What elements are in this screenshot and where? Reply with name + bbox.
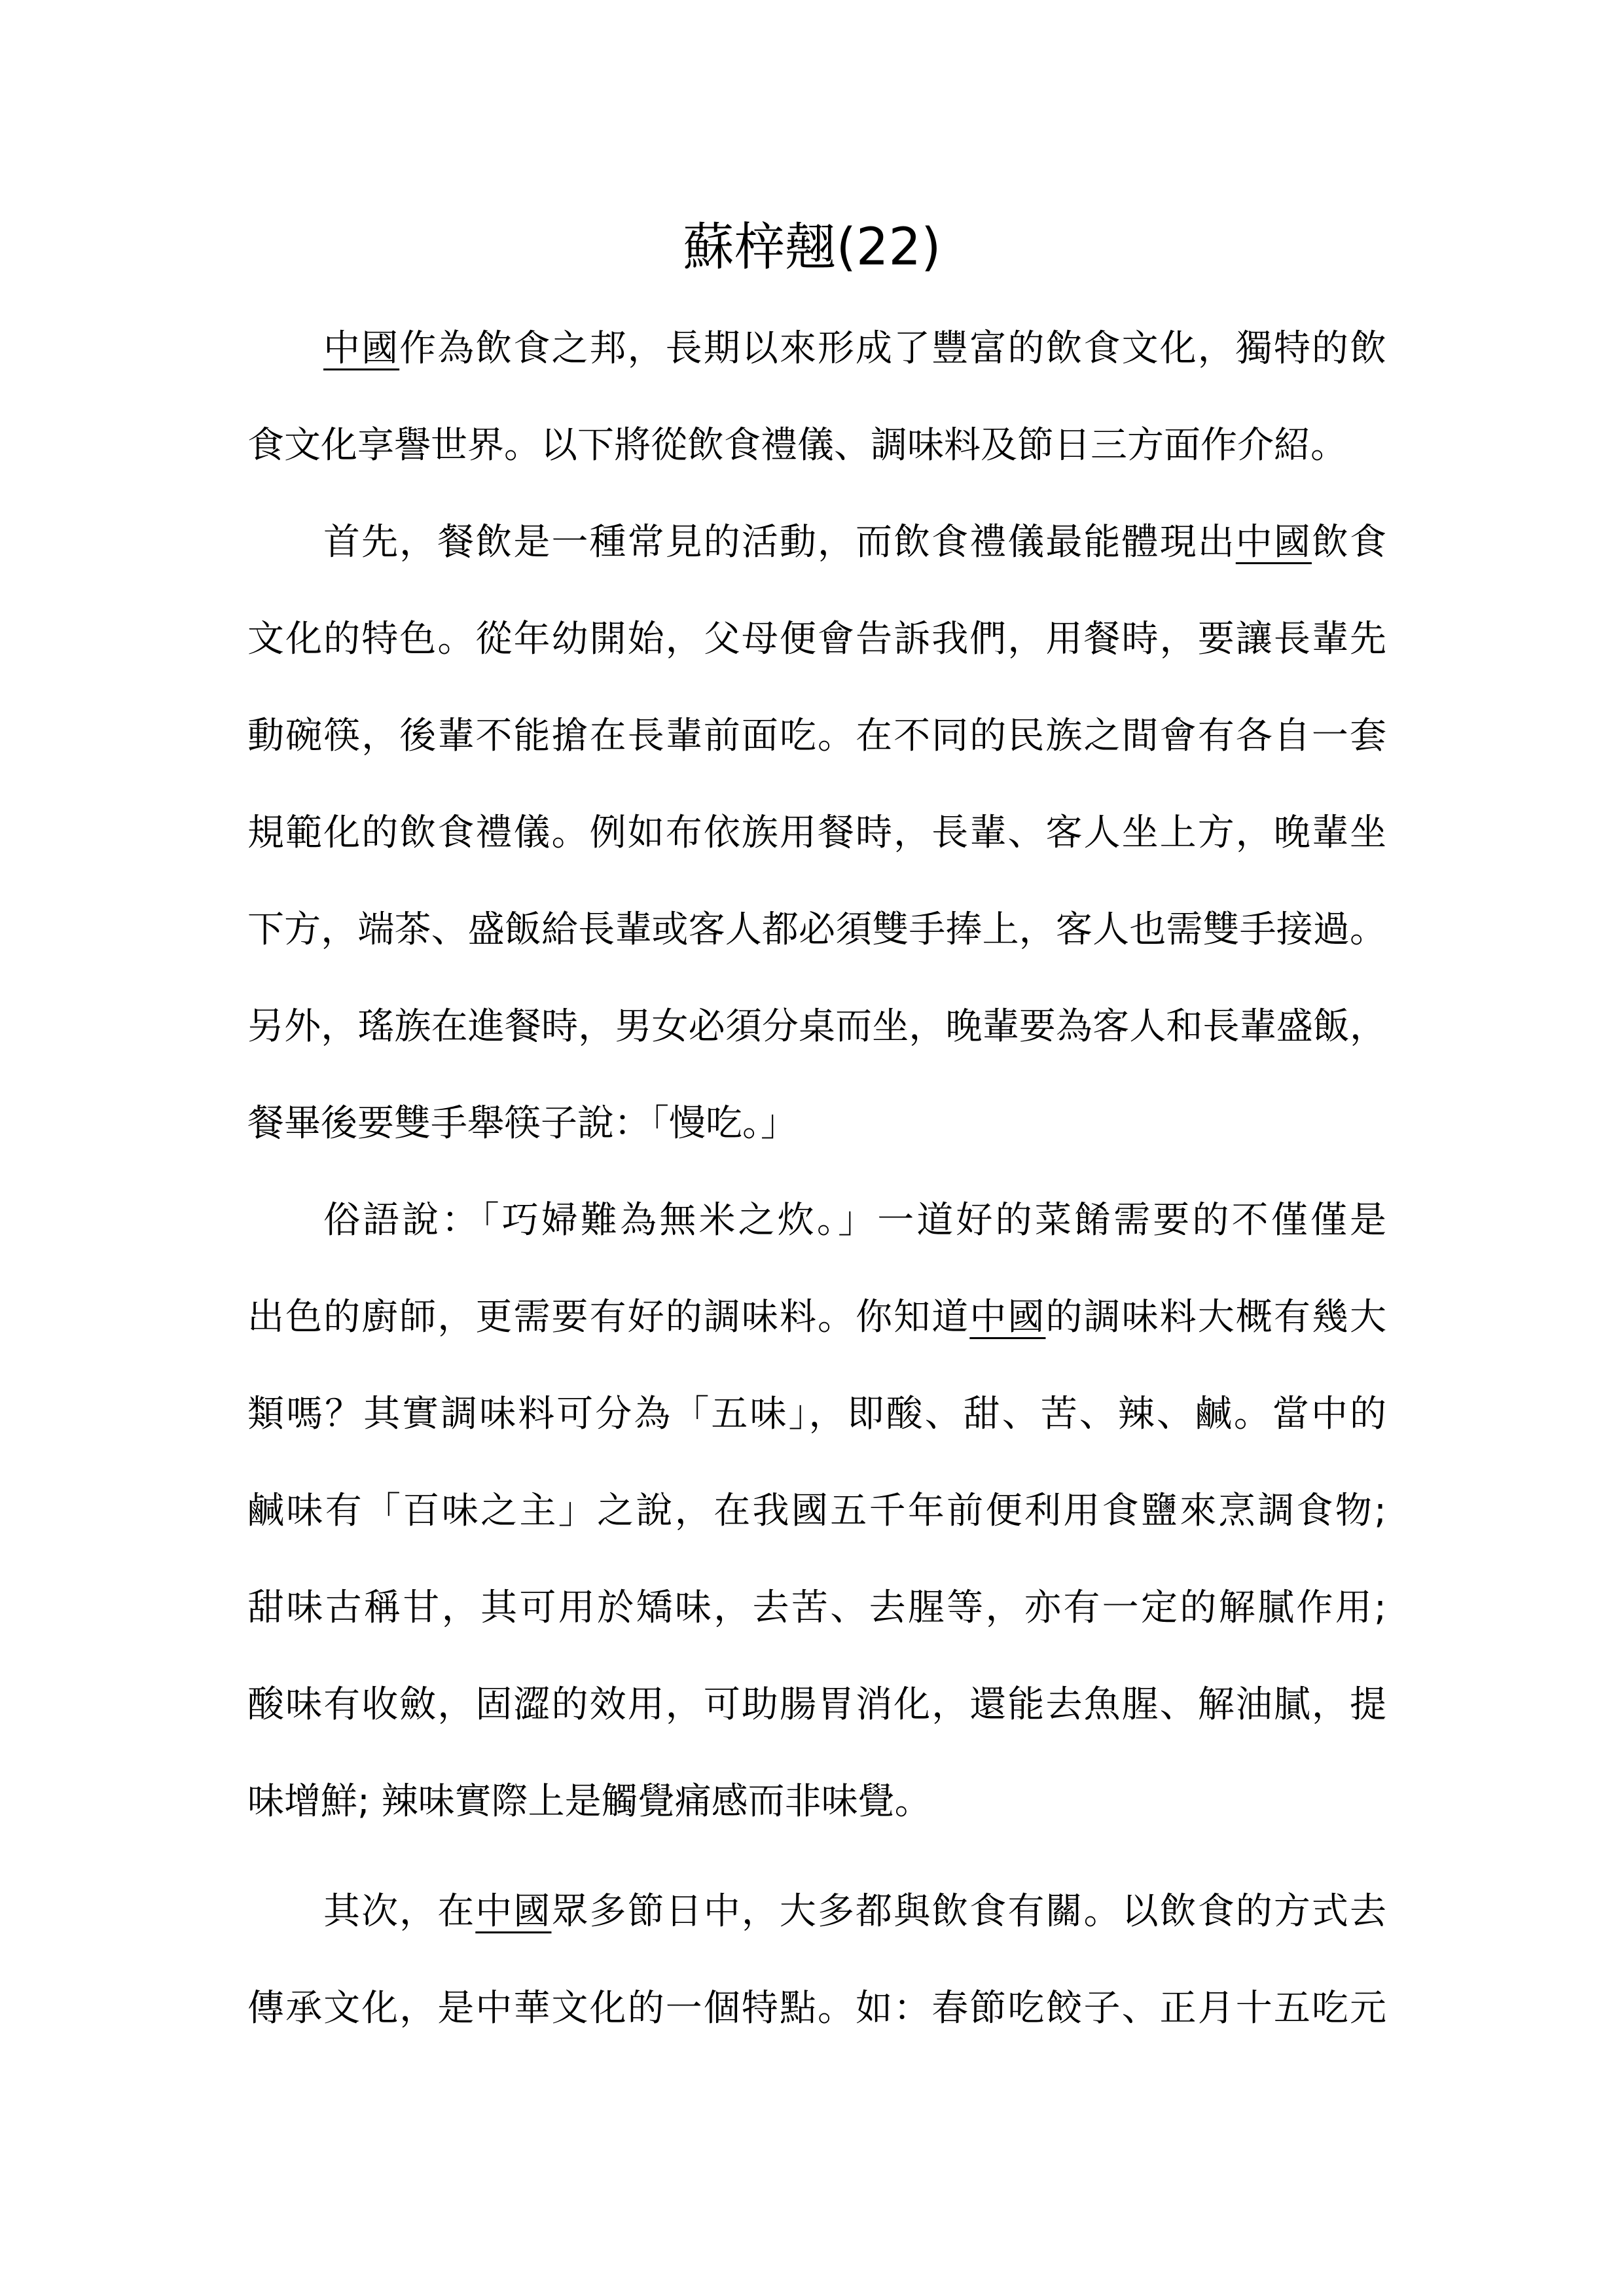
paragraph-line (323, 1876, 1386, 1948)
paragraph-line (247, 1282, 1386, 1354)
paragraph-line: 食文化享譽世界。以下將從飲食禮儀、調味料及節日三方面作介紹。 (247, 424, 1347, 467)
line-text: 飲食 (1311, 521, 1387, 564)
line-text: 眾多節日中，大多都與飲食有關。以飲食的方式去 (551, 1890, 1387, 1933)
line-text: 作為飲食之邦，長期以來形成了豐富的飲食文化，獨特的飲 (399, 327, 1387, 370)
line-text: 的調味料大概有幾大 (1045, 1296, 1387, 1338)
paragraph-line: 俗語說：「巧婦難為無米之炊。」一道好的菜餚需要的不僅僅是 (323, 1199, 1386, 1242)
underlined-proper-noun: 中國 (475, 1890, 552, 1933)
paragraph-line: 規範化的飲食禮儀。例如布依族用餐時，長輩、客人坐上方，晚輩坐 (247, 812, 1386, 854)
paragraph-line: 鹹味有「百味之主」之說，在我國五千年前便利用食鹽來烹調食物; (247, 1490, 1386, 1532)
underlined-proper-noun: 中國 (1235, 521, 1312, 564)
paragraph-line (323, 313, 1386, 385)
paragraph-line: 酸味有收斂，固澀的效用，可助腸胃消化，還能去魚腥、解油膩，提 (247, 1683, 1386, 1726)
paragraph-line: 甜味古稱甘，其可用於矯味，去苦、去腥等，亦有一定的解膩作用; (247, 1587, 1386, 1629)
line-text: 首先，餐飲是一種常見的活動，而飲食禮儀最能體現出 (323, 521, 1236, 564)
paragraph-line: 動碗筷，後輩不能搶在長輩前面吃。在不同的民族之間會有各自一套 (247, 715, 1386, 757)
paragraph-line: 下方，端茶、盛飯給長輩或客人都必須雙手捧上，客人也需雙手接過。 (247, 908, 1386, 951)
paragraph-line (323, 507, 1386, 579)
underlined-proper-noun: 中國 (969, 1296, 1046, 1338)
paragraph-line: 文化的特色。從年幼開始，父母便會告訴我們，用餐時，要讓長輩先 (247, 618, 1386, 660)
paragraph-line: 傳承文化，是中華文化的一個特點。如：春節吃餃子、正月十五吃元 (247, 1987, 1386, 2030)
document-title: 蘇梓翹(22) (683, 218, 941, 277)
line-text: 出色的廚師，更需要有好的調味料。你知道 (247, 1296, 970, 1338)
paragraph-line: 味增鮮; 辣味實際上是觸覺痛感而非味覺。 (247, 1780, 931, 1823)
line-text: 其次，在 (323, 1890, 476, 1933)
paragraph-line: 類嗎？其實調味料可分為「五味」，即酸、甜、苦、辣、鹹。當中的 (247, 1393, 1386, 1435)
underlined-proper-noun: 中國 (323, 327, 400, 370)
paragraph-line: 餐畢後要雙手舉筷子說：「慢吃。」 (247, 1102, 797, 1145)
paragraph-line: 另外，瑤族在進餐時，男女必須分桌而坐，晚輩要為客人和長輩盛飯， (247, 1005, 1386, 1048)
